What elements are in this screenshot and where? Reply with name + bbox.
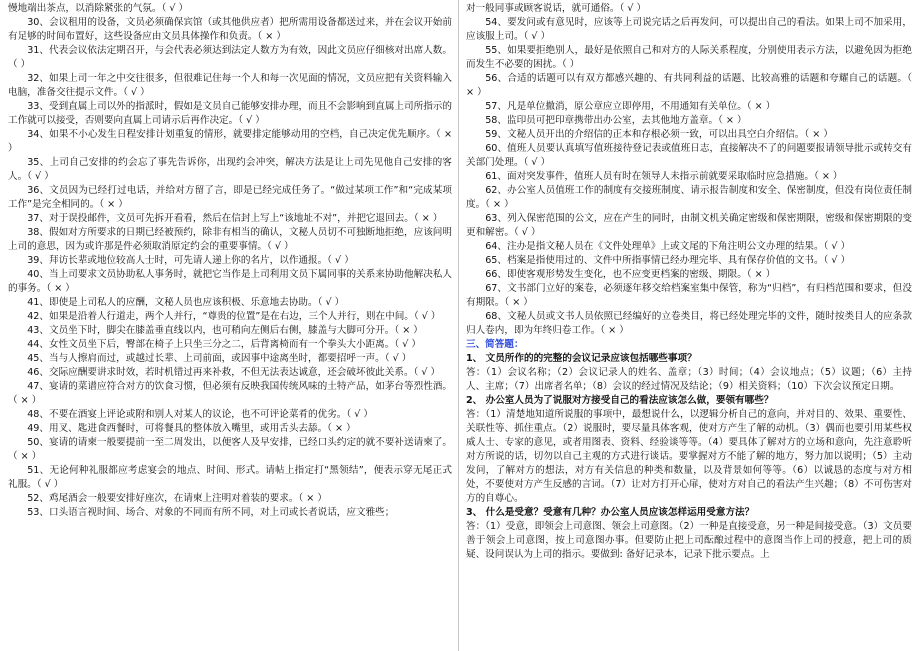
paragraph: 68、文秘人员或文书人员依照已经编好的立卷类目，将已经处理完毕的文件，随时按类目人的应条款归人卷内，即为年终归卷工作。（ × ）: [466, 311, 912, 336]
paragraph: 66、即使客观形势发生变化，也不应变更档案的密级、期限。（ × ）: [485, 269, 776, 280]
question-title: 2、 办公室人员为了说服对方接受自己的看法应该怎么做，要领有哪些？: [466, 395, 774, 406]
paragraph: 54、要发问或有意见时，应该等上司说完话之后再发问，可以提出自己的看法。如果上司不加采用，应该服上司。（ √ ）: [466, 17, 912, 42]
paragraph: 50、宴请的请柬一般要提前一至二周发出，以便客人及早安排，已经口头约定的就不要补送请柬了。（ × ）: [8, 437, 452, 462]
paragraph: 65、档案是指使用过的、文件中所指事情已经办理完毕、具有保存价值的文书。（ √ ）: [485, 255, 851, 266]
paragraph: 55、如果要拒绝别人，最好是依照自己和对方的人际关系程度，分别使用表示方法，以避免因为拒绝而发生不必要的困扰。（ ）: [466, 45, 912, 70]
paragraph: 36、文员因为已经打过电话，并给对方留了言，即是已经完成任务了。“做过某项工作”和“完成某项工作”是完全相同的。（ × ）: [8, 185, 452, 210]
paragraph: 60、值班人员要认真填写值班接待登记表或值班日志，直接解决不了的问题要报请领导批示或转交有关部门处理。（ √ ）: [466, 143, 912, 168]
paragraph: 答：（1）会议名称；（2）会议记录人的姓名、盖章；（3）时间；（4）会议地点；（5）议题；（6）主持人、主席；（7）出席者名单；（8）会议的经过情况及结论；（9）相关资料；（10）下次会议预定日期。: [466, 367, 912, 392]
paragraph: 49、用叉、匙进食西餐时，可将餐具的整体放入嘴里，或用舌头去舔。（ × ）: [27, 423, 356, 434]
paragraph: 32、如果上司一年之中交往很多，但很难记住每一个人和每一次见面的情况，文员应把有关资料输入电脑，准备交往提示文件。（ √ ）: [8, 73, 452, 98]
paragraph: 47、宴请的菜谱应符合对方的饮食习惯，但必须有反映我国传统风味的土特产品，如茅台等烈性酒。（ × ）: [8, 381, 452, 406]
paragraph: 34、如果不小心发生日程安排计划重复的情形，就要排定能够动用的空档，自己决定优先顺序。（ × ）: [8, 129, 452, 154]
paragraph: 64、注办是指文秘人员在《文件处理单》上或文尾的下角注明公文办理的结果。（ √ ）: [485, 241, 851, 252]
paragraph: 63、列入保密范围的公文，应在产生的同时，由制文机关确定密级和保密期限，密级和保密期限的变更和解密。（ √ ）: [466, 213, 912, 238]
paragraph: 30、会议租用的设备，文员必须确保宾馆（或其他供应者）把所需用设备都送过来，并在会议开始前有足够的时间布置好，这些设备应由文员具体操作和负责。（ × ）: [8, 17, 452, 42]
paragraph: 57、凡是单位撤消，原公章应立即停用，不用通知有关单位。（ × ）: [485, 101, 776, 112]
paragraph: 67、文书部门立好的案卷，必须逐年移交给档案室集中保管，称为“归档”，有归档范围和要求，但没有期限。（ × ）: [466, 283, 912, 308]
paragraph: 33、受到直属上司以外的指派时，假如是文员自己能够安排办理，而且不会影响到直属上司所指示的工作就可以接受，否则要向直属上司请示后再作决定。（ √ ）: [8, 101, 452, 126]
paragraph: 43、文员坐下时，脚尖在膝盖垂直线以内，也可稍向左侧后右侧，膝盖与大脚可分开。（ × ）: [27, 325, 423, 336]
paragraph: 37、对于误投邮件，文员可先拆开看看，然后在信封上写上“该地址不对”，并把它退回去。（ × ）: [27, 213, 443, 224]
paragraph: 46、交际应酬要讲求时效，若时机错过再来补救，不但无法表达诚意，还会破坏彼此关系。（ √ ）: [27, 367, 441, 378]
paragraph: 58、监印员可把印章携带出办公室，去其他地方盖章。（ × ）: [485, 115, 747, 126]
question-title: 1、 文员所作的的完整的会议记录应该包括哪些事项？: [466, 353, 697, 364]
question-title: 3、 什么是受意？受意有几种？办公室人员应该怎样运用受意方法？: [466, 507, 755, 518]
paragraph: 53、口头语言视时间、场合、对象的不同而有所不同，对上司或长者说话，应文雅些；: [27, 507, 395, 518]
paragraph: 31、代表会议依法定期召开，与会代表必须达到法定人数方为有效，因此文员应仔细核对出席人数。（ ）: [8, 45, 452, 70]
paragraph: 48、不要在酒宴上评论或附和别人对某人的议论，也不可评论菜肴的优劣。（ √ ）: [27, 409, 373, 420]
paragraph: 35、上司自己安排的约会忘了事先告诉你，出现约会冲突，解决方法是让上司先见他自己安排的客人。（ √ ）: [8, 157, 452, 182]
paragraph: 56、合适的话题可以有双方都感兴趣的、有共同利益的话题、比较高雅的话题和夸耀自己的话题。（ × ）: [466, 73, 912, 98]
paragraph: 59、文秘人员开出的介绍信的正本和存根必须一致，可以出具空白介绍信。（ × ）: [485, 129, 833, 140]
paragraph: 40、当上司要求文员协助私人事务时，就把它当作是上司利用文员下属同事的关系来协助他解决私人的事务。（ × ）: [8, 269, 452, 294]
paragraph: 61、面对突发事件，值班人员有时在领导人未指示前就要采取临时应急措施。（ × ）: [485, 171, 843, 182]
left-column: [8, 2, 452, 649]
paragraph: 答：（1）受意，即领会上司意图、领会上司意图。（2）一种是直接受意，另一种是间接受意。（3）文员要善于领会上司意图，按上司意图办事。但要防止把上司酝酿过程中的意图当作上司的授意，把上司的质疑、设问误认为上司的指示。要做到: 备好记录本，记录下批示要点。上: [466, 521, 912, 560]
paragraph: 44、女性文员坐下后，臀部在椅子上只坐三分之二，后背离椅而有一个拳头大小距离。（ √ ）: [27, 339, 421, 350]
paragraph: 62、办公室人员值班工作的制度有交接班制度、请示报告制度和安全、保密制度，但没有岗位责任制度。（ × ）: [466, 185, 912, 210]
paragraph: 52、鸡尾酒会一般要安排好座次，在请柬上注明对着装的要求。（ × ）: [27, 493, 327, 504]
paragraph: 51、无论何种礼服都应考虑宴会的地点、时间、形式。请帖上指定打“黑领结”，便表示穿无尾正式礼服。（ √ ）: [8, 465, 452, 490]
paragraph: 45、当与人擦肩而过，或越过长辈、上司前面，或因事中途离坐时，都要招呼一声。（ √ ）: [27, 353, 412, 364]
paragraph: 慢地端出茶点，以消除紧张的气氛。（ √ ）: [8, 3, 189, 14]
paragraph: 42、如果是沿着人行道走，两个人并行，“尊贵的位置”是在右边，三个人并行，则在中间。（ √ ）: [27, 311, 441, 322]
paragraph: 答：（1）清楚地知道所说服的事项中，最想说什么，以逻辑分析自己的意向，并对目的、效果、重要性、关联性等、抓住重点。（2）说服时，要尽量具体客观，使对方产生了解的动机。（3）偶而也要引用某些权威人士、专家的意见，或者用图表、资料、经验谈等等。（4）要具体了解对方的立场和意向，先注意聆听对方所说的话，切勿以自己主观的方式进行谈话。要掌握对方不能了解的地方，努力加以说明；（5）主动发问，了解对方的想法，对方有关信息的种类和数量，以及背景如何等等。（6）以诚恳的态度与对方相处，不要使对方产生反感的言词。（7）让对方打开心扉，使对方对自己的看法产生兴趣；（8）不可伤害对方的自尊心。: [466, 409, 912, 504]
paragraph: 38、假如对方所要求的日期已经被预约，除非有相当的确认，文秘人员切不可独断地拒绝，应该问明上司的意思，因为或许那是件必须取消原定约会的重要事情。（ √ ）: [8, 227, 452, 252]
section-heading: 三、简答题：: [466, 339, 524, 350]
column-divider: [458, 0, 459, 651]
right-column: [466, 2, 912, 649]
paragraph: 对一般同事或顾客说话，就可通俗。（ √ ）: [466, 3, 647, 14]
paragraph: 39、拜访长辈或地位较高人士时，可先请人递上你的名片，以作通报。（ √ ）: [27, 255, 354, 266]
paragraph: 41、即使是上司私人的应酬，文秘人员也应该积极、乐意地去协助。（ √ ）: [27, 297, 345, 308]
